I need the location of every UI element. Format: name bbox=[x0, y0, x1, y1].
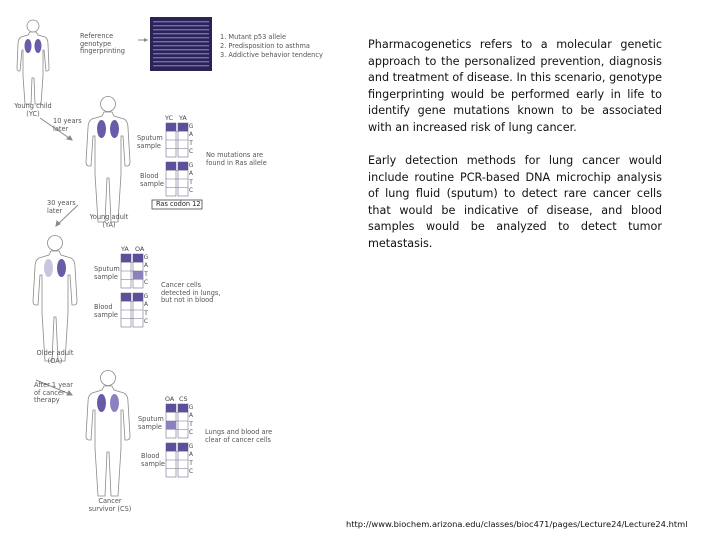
stage3-finding: Cancer cells detected in lungs, but not in blood bbox=[161, 281, 221, 305]
stage4-col-1: OA bbox=[165, 395, 175, 403]
base-t: T bbox=[189, 422, 193, 428]
base-a: A bbox=[189, 171, 193, 177]
base-a: A bbox=[189, 452, 193, 458]
stage3-blood-grid bbox=[121, 293, 143, 327]
stage3-col-2: OA bbox=[135, 245, 145, 253]
source-url[interactable]: http://www.biochem.arizona.edu/classes/bioc471/pages/Lecture24/Lecture24.html bbox=[346, 519, 688, 529]
stage3-col-1: YA bbox=[121, 245, 129, 253]
result-1: 1. Mutant p53 allele bbox=[220, 33, 287, 41]
stage2-blood-label: Blood sample bbox=[140, 172, 164, 188]
stage4-sputum-label: Sputum sample bbox=[138, 415, 164, 431]
result-2: 2. Predisposition to asthma bbox=[220, 42, 310, 50]
stage3-blood-label: Blood sample bbox=[94, 303, 118, 319]
base-a: A bbox=[189, 132, 193, 138]
base-t: T bbox=[144, 272, 148, 278]
base-t: T bbox=[189, 461, 193, 467]
stage2-finding: No mutations are found in Ras allele bbox=[206, 151, 267, 167]
base-g: G bbox=[188, 405, 194, 411]
paragraph-early-detection: Early detection methods for lung cancer would include routine PCR-based DNA microchip analysis of lung fluid (sputum) to detect rare cancer cells that would be indicative of disease, and blood samples would be analyzed to detect tumor metastasis. bbox=[368, 154, 662, 250]
base-a: A bbox=[144, 302, 148, 308]
stage2-col-2: YA bbox=[179, 114, 187, 122]
ras-codon-label: Ras codon 12 bbox=[156, 200, 201, 208]
stage4-col-2: CS bbox=[179, 395, 188, 403]
figure-graphics bbox=[0, 0, 340, 540]
cancer-survivor-label: Cancer survivor (CS) bbox=[88, 497, 132, 513]
base-c: C bbox=[188, 149, 194, 155]
base-g: G bbox=[188, 444, 194, 450]
base-c: C bbox=[143, 280, 149, 286]
older-adult-label: Older adult (OA) bbox=[36, 349, 74, 365]
base-g: G bbox=[188, 163, 194, 169]
reference-genotype-label: Reference genotype fingerprinting bbox=[80, 32, 125, 56]
stage4-blood-grid bbox=[166, 443, 188, 477]
stage3-sputum-label: Sputum sample bbox=[94, 265, 120, 281]
ten-years-later-label: 10 years later bbox=[53, 117, 82, 133]
base-c: C bbox=[188, 469, 194, 475]
genotype-chip bbox=[138, 17, 212, 71]
base-a: A bbox=[189, 413, 193, 419]
stage3-sputum-grid bbox=[121, 254, 143, 288]
base-c: C bbox=[188, 188, 194, 194]
base-c: C bbox=[143, 319, 149, 325]
base-g: G bbox=[188, 124, 194, 130]
base-t: T bbox=[189, 141, 193, 147]
stage4-sputum-grid bbox=[166, 404, 188, 438]
stage2-sputum-label: Sputum sample bbox=[137, 134, 163, 150]
young-child-label: Young child (YC) bbox=[14, 102, 52, 118]
base-t: T bbox=[189, 180, 193, 186]
young-adult-figure bbox=[86, 97, 130, 223]
base-g: G bbox=[143, 255, 149, 261]
stage2-blood-grid bbox=[166, 162, 188, 196]
young-child-figure bbox=[17, 20, 49, 104]
stage4-finding: Lungs and blood are clear of cancer cells bbox=[205, 428, 273, 444]
base-c: C bbox=[188, 430, 194, 436]
base-a: A bbox=[144, 263, 148, 269]
stage2-sputum-grid bbox=[166, 123, 188, 157]
after-therapy-label: After 1 year of cancer therapy bbox=[34, 381, 73, 405]
thirty-years-later-label: 30 years later bbox=[47, 199, 76, 215]
cancer-survivor-figure bbox=[86, 371, 130, 497]
paragraph-pharmacogenetics: Pharmacogenetics refers to a molecular genetic approach to the personalized prevention, diagnosis and treatment of disease. In this scenario, genotype fingerprinting would be performed early in life to identify gene mutations known to be associated with an increased risk of lung cancer. bbox=[368, 38, 662, 134]
stage4-blood-label: Blood sample bbox=[141, 452, 165, 468]
base-g: G bbox=[143, 294, 149, 300]
young-adult-label: Young adult (YA) bbox=[89, 213, 129, 229]
base-t: T bbox=[144, 311, 148, 317]
result-3: 3. Addictive behavior tendency bbox=[220, 51, 323, 59]
older-adult-figure bbox=[33, 236, 77, 362]
stage2-col-1: YC bbox=[165, 114, 174, 122]
